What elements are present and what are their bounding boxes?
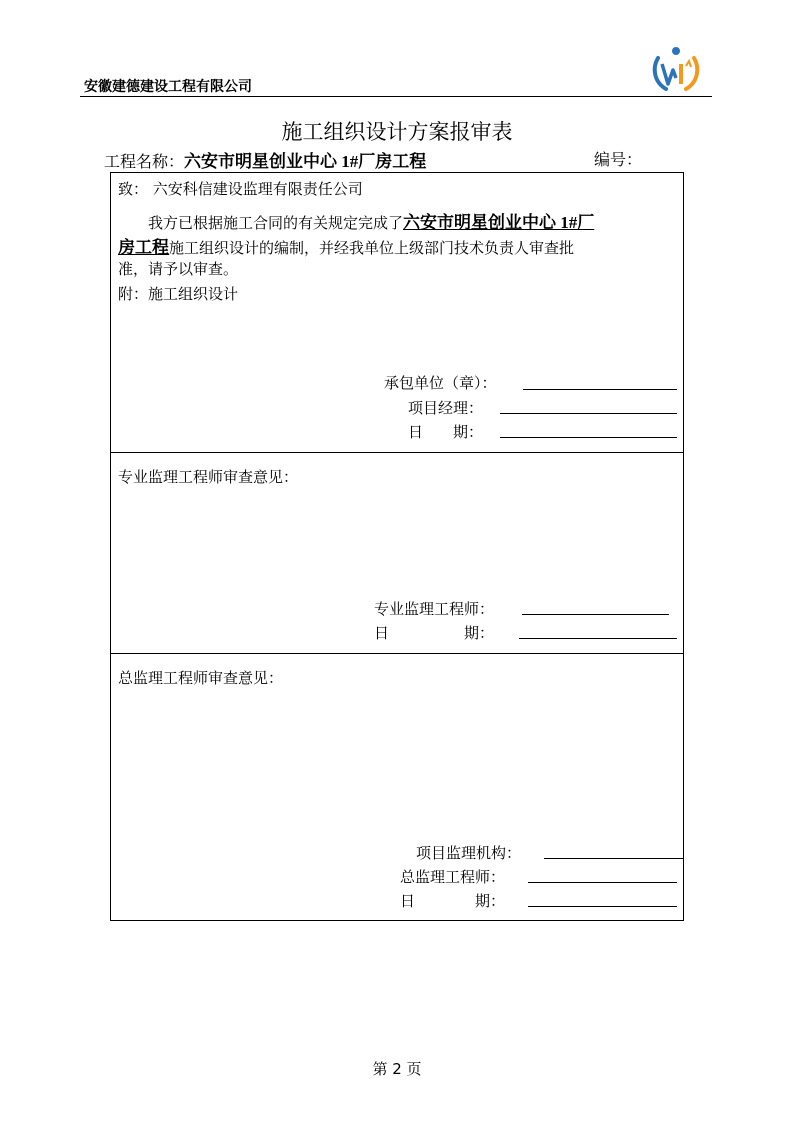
number-label: 编号： xyxy=(594,150,643,169)
project-name-label: 工程名称： xyxy=(104,152,185,171)
submission-project-name: 六安市明星创业中心 1#厂 xyxy=(403,213,595,232)
chief-engineer-label: 总监理工程师： xyxy=(400,868,506,886)
project-manager-label: 项目经理： xyxy=(408,399,484,417)
company-name: 安徽建德建设工程有限公司 xyxy=(84,79,252,95)
submission-text: 施工组织设计的编制，并经我单位上级部门技术负责人审查批 xyxy=(169,239,575,257)
submission-project-name-cont: 房工程 xyxy=(118,238,169,257)
specialist-engineer-label: 专业监理工程师： xyxy=(374,600,495,618)
supervision-org-signature-line[interactable] xyxy=(544,858,684,859)
date-line-2[interactable] xyxy=(519,638,677,639)
date-line-1[interactable] xyxy=(500,437,677,438)
chief-engineer-signature-line[interactable] xyxy=(528,882,677,883)
date-label-2: 日 期： xyxy=(374,624,495,642)
chief-review-heading: 总监理工程师审查意见： xyxy=(118,669,284,687)
project-name-value: 六安市明星创业中心 1#厂房工程 xyxy=(184,152,427,171)
contractor-signature-line[interactable] xyxy=(523,389,677,390)
date-label-1: 日 期： xyxy=(408,423,484,441)
page-number: 第 2 页 xyxy=(372,1060,422,1078)
date-label-3: 日 期： xyxy=(400,892,506,910)
contractor-label: 承包单位（章）： xyxy=(384,374,497,392)
submission-line-3: 准，请予以审查。 xyxy=(118,260,239,278)
supervision-org-label: 项目监理机构： xyxy=(416,844,522,862)
section-divider-1 xyxy=(110,452,684,453)
company-logo-icon xyxy=(650,44,702,94)
header-divider xyxy=(80,96,712,97)
project-manager-signature-line[interactable] xyxy=(500,413,677,414)
date-line-3[interactable] xyxy=(528,906,677,907)
specialist-engineer-signature-line[interactable] xyxy=(522,614,669,615)
attachment-line: 附：施工组织设计 xyxy=(118,285,239,303)
project-line xyxy=(104,147,426,172)
section-divider-2 xyxy=(110,653,684,654)
submission-intro: 我方已根据施工合同的有关规定完成了 xyxy=(148,214,404,232)
specialist-review-heading: 专业监理工程师审查意见： xyxy=(118,468,299,486)
submission-line-1 xyxy=(148,208,594,233)
submission-line-2 xyxy=(118,233,574,258)
recipient-line: 致： 六安科信建设监理有限责任公司 xyxy=(118,180,363,198)
form-title: 施工组织设计方案报审表 xyxy=(281,120,513,144)
